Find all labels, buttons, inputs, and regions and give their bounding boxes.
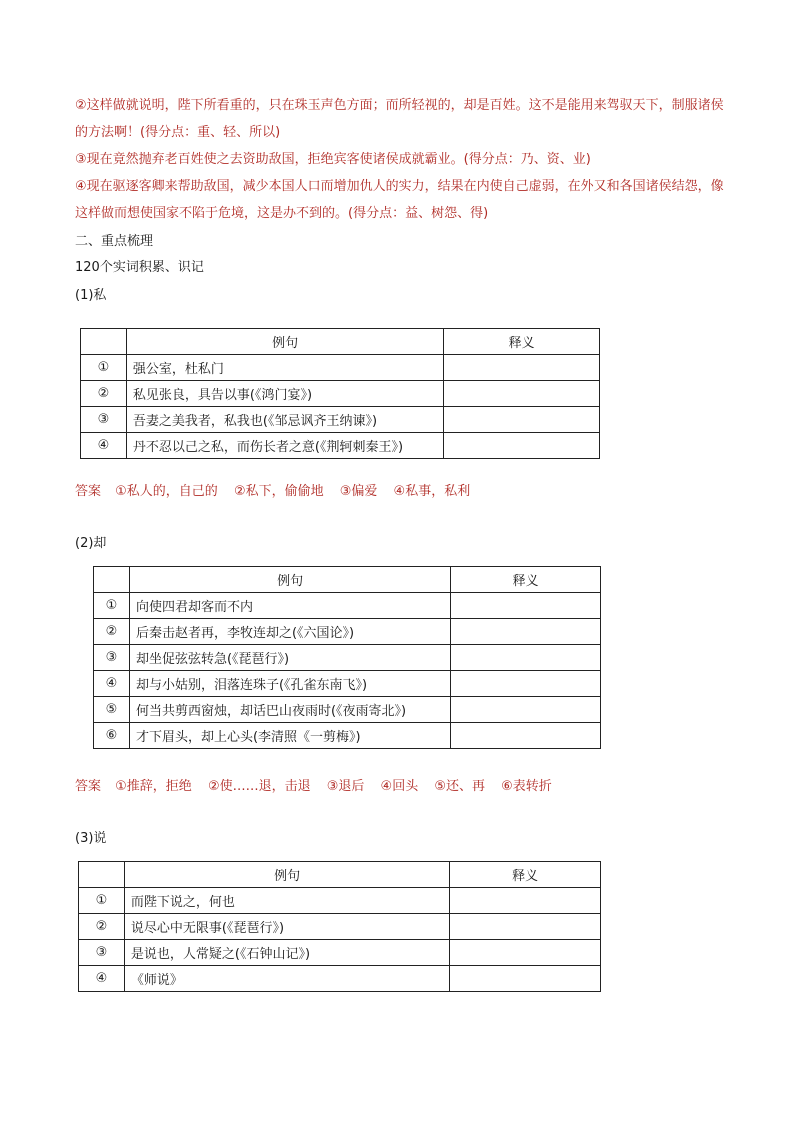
section-title: 二、重点梳理 (75, 234, 154, 249)
subtitle: 120个实词积累、识记 (75, 260, 204, 275)
translation-paragraph-2: ②这样做就说明，陛下所看重的，只在珠玉声色方面；而所轻视的，却是百姓。这不是能用来驾驭天下，制服诸侯的方法啊！(得分点：重、轻、所以) (75, 98, 724, 140)
table-row (81, 355, 600, 381)
answer-item: ①私人的，自己的 (115, 484, 218, 499)
answer-item: ②私下，偷偷地 (233, 484, 324, 499)
row-sentence: 是说也，人常疑之(《石钟山记》) (124, 940, 449, 966)
header-example: 例句 (129, 567, 450, 593)
row-sentence: 向使四君却客而不内 (129, 593, 450, 619)
header-num (81, 329, 127, 355)
row-num: ② (79, 914, 125, 940)
translation-paragraph-3: ③现在竟然抛弃老百姓使之去资助敌国，拒绝宾客使诸侯成就霸业。(得分点：乃、资、业) (75, 152, 591, 167)
table-row (94, 723, 601, 749)
row-sentence: 何当共剪西窗烛，却话巴山夜雨时(《夜雨寄北》) (129, 697, 450, 723)
table-row (79, 914, 601, 940)
row-meaning-cell[interactable] (451, 619, 601, 645)
row-num: ③ (79, 940, 125, 966)
vocab-table-si (80, 328, 600, 459)
table-row (94, 593, 601, 619)
row-meaning-cell[interactable] (450, 914, 601, 940)
row-sentence: 却与小姑别，泪落连珠子(《孔雀东南飞》) (129, 671, 450, 697)
row-num: ② (94, 619, 130, 645)
group-title-shuo: (3)说 (75, 831, 107, 846)
row-num: ① (81, 355, 127, 381)
answer-que (75, 777, 564, 797)
table-row (81, 433, 600, 459)
row-num: ② (81, 381, 127, 407)
row-meaning-cell[interactable] (450, 888, 601, 914)
row-sentence: 丹不忍以己之私，而伤长者之意(《荆轲刺秦王》) (126, 433, 443, 459)
translation-paragraph-4: ④现在驱逐客卿来帮助敌国，减少本国人口而增加仇人的实力，结果在内使自己虚弱，在外又和各国诸侯结怨，像这样做而想使国家不陷于危境，这是办不到的。(得分点：益、树怨、得) (75, 179, 724, 221)
row-num: ④ (81, 433, 127, 459)
row-meaning-cell[interactable] (451, 593, 601, 619)
row-num: ④ (79, 966, 125, 992)
header-example: 例句 (126, 329, 443, 355)
group-title-si: (1)私 (75, 288, 107, 303)
answer-si (75, 482, 482, 502)
table-header-row (79, 862, 601, 888)
row-num: ③ (81, 407, 127, 433)
header-meaning: 释义 (450, 862, 601, 888)
row-sentence: 说尽心中无限事(《琵琶行》) (124, 914, 449, 940)
header-example: 例句 (124, 862, 449, 888)
row-num: ① (94, 593, 130, 619)
table-row (79, 940, 601, 966)
row-meaning-cell[interactable] (444, 381, 600, 407)
vocab-table-shuo (78, 861, 601, 992)
table-header-row (94, 567, 601, 593)
row-meaning-cell[interactable] (450, 966, 601, 992)
row-sentence: 《师说》 (124, 966, 449, 992)
row-sentence: 而陛下说之，何也 (124, 888, 449, 914)
row-sentence: 才下眉头，却上心头(李清照《一剪梅》) (129, 723, 450, 749)
table-row (81, 407, 600, 433)
header-num (94, 567, 130, 593)
row-meaning-cell[interactable] (451, 671, 601, 697)
row-sentence: 后秦击赵者再，李牧连却之(《六国论》) (129, 619, 450, 645)
row-meaning-cell[interactable] (451, 645, 601, 671)
header-meaning: 释义 (444, 329, 600, 355)
answer-item: ⑤还、再 (434, 779, 485, 794)
row-sentence: 吾妻之美我者，私我也(《邹忌讽齐王纳谏》) (126, 407, 443, 433)
row-num: ⑤ (94, 697, 130, 723)
row-num: ① (79, 888, 125, 914)
header-num (79, 862, 125, 888)
table-row (79, 966, 601, 992)
row-num: ③ (94, 645, 130, 671)
table-row (94, 697, 601, 723)
row-meaning-cell[interactable] (450, 940, 601, 966)
answer-item: ⑥表转折 (501, 779, 552, 794)
row-meaning-cell[interactable] (451, 723, 601, 749)
answer-item: ③退后 (326, 779, 365, 794)
table-row (94, 645, 601, 671)
row-num: ④ (94, 671, 130, 697)
row-meaning-cell[interactable] (444, 355, 600, 381)
table-row (79, 888, 601, 914)
row-meaning-cell[interactable] (444, 433, 600, 459)
table-row (94, 671, 601, 697)
row-meaning-cell[interactable] (444, 407, 600, 433)
answer-item: ③偏爱 (339, 484, 378, 499)
answer-item: ②使……退，击退 (207, 779, 311, 794)
group-title-que: (2)却 (75, 536, 107, 551)
answer-label: 答案 (75, 779, 102, 794)
row-sentence: 私见张良，具告以事(《鸿门宴》) (126, 381, 443, 407)
table-row (81, 381, 600, 407)
table-header-row (81, 329, 600, 355)
row-sentence: 强公室，杜私门 (126, 355, 443, 381)
row-num: ⑥ (94, 723, 130, 749)
answer-item: ①推辞，拒绝 (115, 779, 192, 794)
row-sentence: 却坐促弦弦转急(《琵琶行》) (129, 645, 450, 671)
answer-item: ④私事，私利 (393, 484, 471, 499)
answer-label: 答案 (75, 484, 102, 499)
table-row (94, 619, 601, 645)
row-meaning-cell[interactable] (451, 697, 601, 723)
answer-item: ④回头 (380, 779, 419, 794)
vocab-table-que (93, 566, 601, 749)
header-meaning: 释义 (451, 567, 601, 593)
